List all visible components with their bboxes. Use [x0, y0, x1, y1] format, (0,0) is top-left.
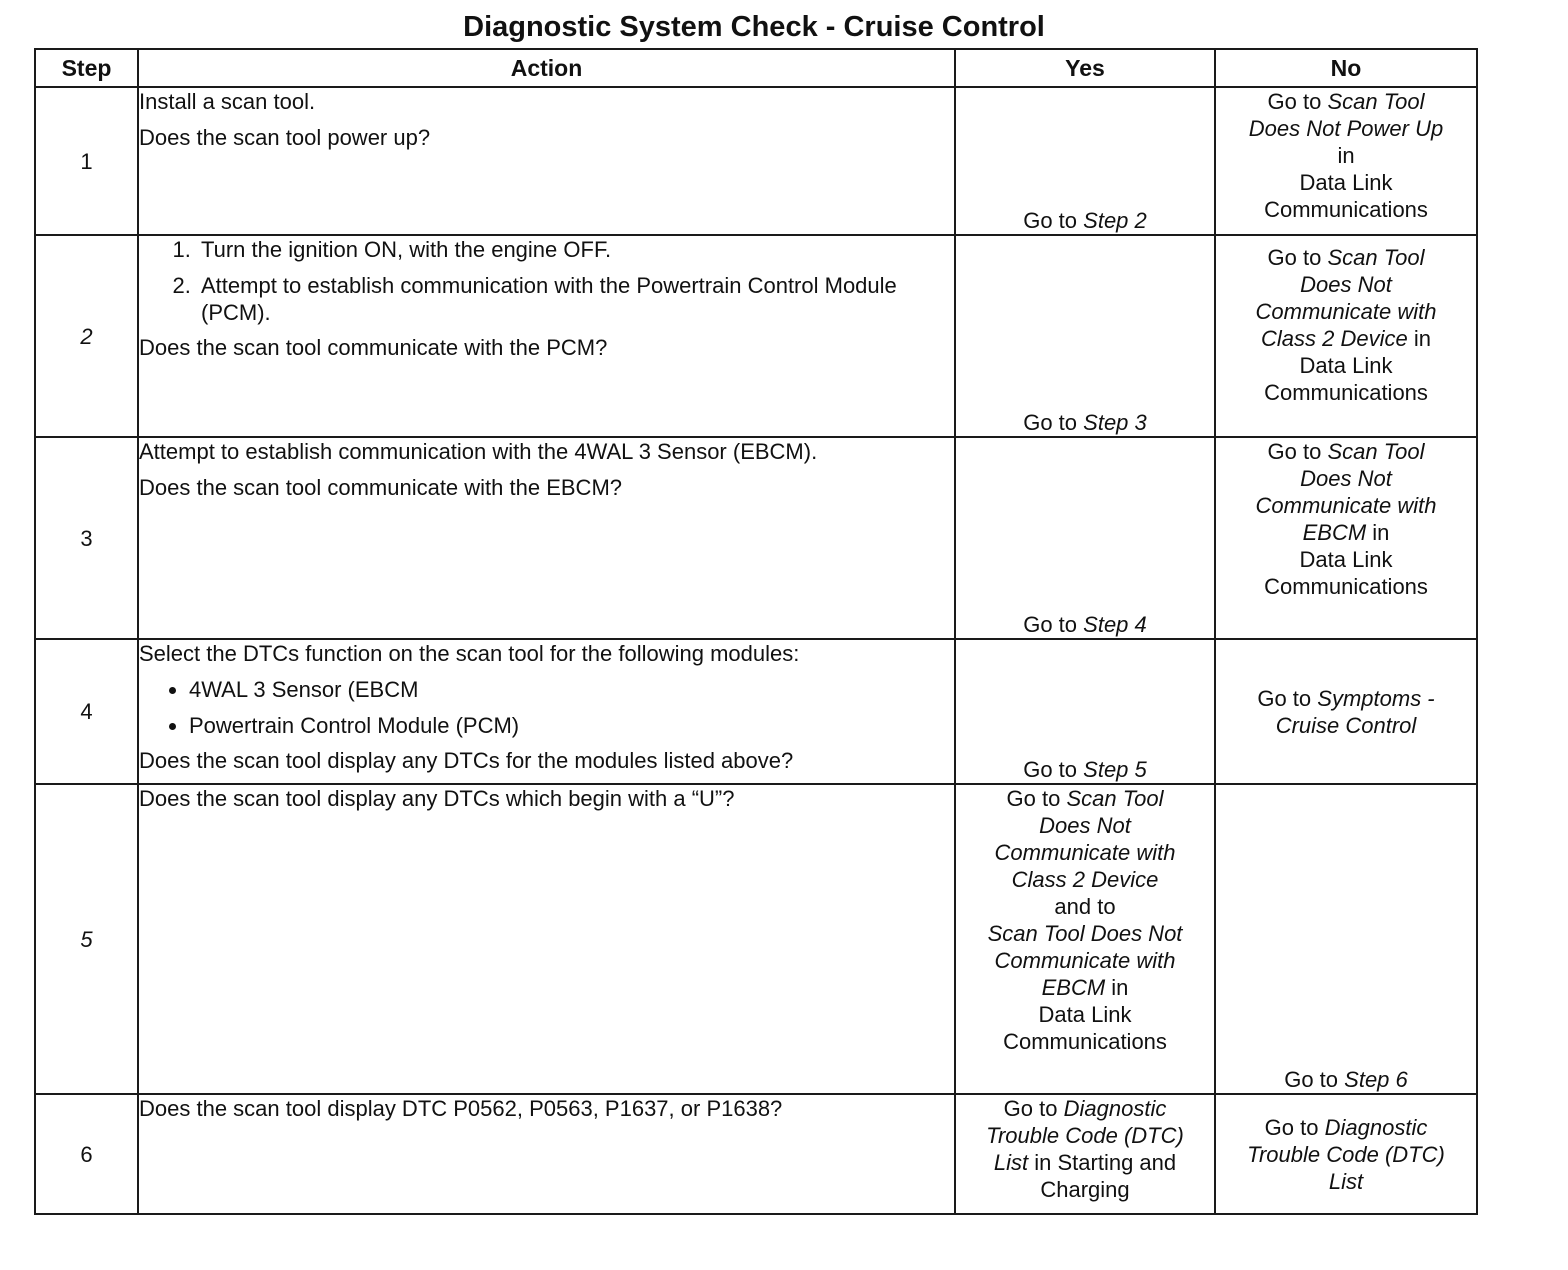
yes-cell	[955, 437, 1215, 639]
yes-link[interactable]: Diagnostic	[1063, 1096, 1167, 1121]
action-cell	[138, 639, 955, 784]
no-in: in	[1337, 143, 1355, 168]
yes-link[interactable]: Scan Tool	[1066, 786, 1164, 811]
step-number: 4	[35, 639, 138, 784]
no-cell	[1215, 639, 1477, 784]
list-item: • 4WAL 3 Sensor (EBCM	[189, 676, 954, 703]
no-link[interactable]: Does Not	[1300, 272, 1392, 297]
yes-prefix: Go to	[1023, 410, 1078, 435]
yes-link[interactable]: Class 2 Device	[1011, 867, 1159, 892]
table-row	[35, 437, 1477, 639]
action-cell	[138, 437, 955, 639]
action-question: Does the scan tool display any DTCs which begin with a “U”?	[139, 786, 735, 811]
action-question: Does the scan tool communicate with the EBCM?	[139, 475, 623, 500]
yes-in: in Starting and	[1034, 1150, 1177, 1175]
no-link[interactable]: Scan Tool	[1327, 89, 1425, 114]
table-row	[35, 235, 1477, 437]
yes-link[interactable]: Step 2	[1083, 208, 1147, 233]
no-book: Communications	[1264, 574, 1428, 599]
yes-prefix: Go to	[1023, 757, 1078, 782]
page-title: Diagnostic System Check - Cruise Control	[463, 11, 1045, 43]
no-link[interactable]: Does Not Power Up	[1248, 116, 1444, 141]
numbered-list	[139, 236, 954, 326]
action-question: Does the scan tool communicate with the PCM?	[139, 335, 608, 360]
yes-cell	[955, 235, 1215, 437]
yes-link[interactable]: Step 5	[1083, 757, 1147, 782]
no-book: Data Link	[1299, 547, 1393, 572]
yes-link[interactable]: Trouble Code (DTC)	[986, 1123, 1184, 1148]
table-row	[35, 639, 1477, 784]
no-link[interactable]: Trouble Code (DTC)	[1247, 1141, 1445, 1167]
step-number: 1	[35, 87, 138, 235]
no-cell	[1215, 1094, 1477, 1214]
yes-link[interactable]: EBCM	[1041, 975, 1106, 1000]
action-text: Select the DTCs function on the scan tool for the following modules:	[139, 641, 800, 666]
header-action: Action	[138, 49, 955, 87]
diagnostic-table	[34, 48, 1478, 1215]
yes-book: Data Link	[1038, 1002, 1132, 1027]
no-link[interactable]: Diagnostic	[1324, 1114, 1428, 1140]
header-yes: Yes	[955, 49, 1215, 87]
action-cell	[138, 784, 955, 1094]
no-link[interactable]: EBCM	[1302, 520, 1367, 545]
yes-link[interactable]: List	[993, 1150, 1029, 1175]
no-in: in	[1413, 326, 1431, 351]
yes-link[interactable]: Communicate with	[994, 840, 1176, 865]
no-in: in	[1372, 520, 1390, 545]
table-row	[35, 784, 1477, 1094]
action-cell	[138, 87, 955, 235]
no-link[interactable]: List	[1328, 1168, 1364, 1194]
no-cell	[1215, 437, 1477, 639]
no-prefix: Go to	[1284, 1067, 1339, 1092]
list-item: 1. Turn the ignition ON, with the engine OFF.	[197, 236, 954, 263]
yes-prefix: Go to	[1023, 208, 1078, 233]
no-link[interactable]: Communicate with	[1255, 299, 1437, 324]
action-text: Install a scan tool.	[139, 89, 316, 114]
yes-cell	[955, 784, 1215, 1094]
bullet-list	[139, 676, 954, 739]
no-link[interactable]: Scan Tool	[1327, 245, 1425, 270]
step-number: 3	[35, 437, 138, 639]
yes-in: in	[1111, 975, 1129, 1000]
action-cell	[138, 235, 955, 437]
no-cell	[1215, 235, 1477, 437]
no-link[interactable]: Scan Tool	[1327, 439, 1425, 464]
no-link[interactable]: Does Not	[1300, 466, 1392, 491]
list-item: 2. Attempt to establish communication with the Powertrain Control Module (PCM).	[197, 272, 954, 326]
no-book: Data Link	[1299, 170, 1393, 195]
action-question: Does the scan tool display any DTCs for the modules listed above?	[139, 748, 794, 773]
header-step: Step	[35, 49, 138, 87]
yes-prefix: Go to	[1006, 786, 1061, 811]
yes-prefix: Go to	[1003, 1096, 1058, 1121]
yes-book: Charging	[1040, 1177, 1130, 1202]
header-row	[35, 49, 1477, 87]
step-number: 6	[35, 1094, 138, 1214]
list-item: • Powertrain Control Module (PCM)	[189, 712, 954, 739]
table-row	[35, 87, 1477, 235]
no-prefix: Go to	[1257, 685, 1312, 711]
no-link[interactable]: Communicate with	[1255, 493, 1437, 518]
yes-link[interactable]: Step 3	[1083, 410, 1147, 435]
no-prefix: Go to	[1264, 1114, 1319, 1140]
yes-and: and to	[1054, 894, 1116, 919]
yes-cell	[955, 1094, 1215, 1214]
yes-link[interactable]: Does Not	[1039, 813, 1131, 838]
no-link[interactable]: Cruise Control	[1275, 712, 1417, 738]
no-link[interactable]: Step 6	[1344, 1067, 1408, 1092]
header-no: No	[1215, 49, 1477, 87]
yes-cell	[955, 87, 1215, 235]
no-link[interactable]: Class 2 Device	[1261, 326, 1408, 351]
yes-link[interactable]: Scan Tool Does Not	[987, 921, 1183, 946]
no-prefix: Go to	[1267, 89, 1322, 114]
no-book: Communications	[1264, 380, 1428, 405]
yes-prefix: Go to	[1023, 612, 1078, 637]
action-question: Does the scan tool power up?	[139, 125, 431, 150]
no-link[interactable]: Symptoms -	[1317, 685, 1435, 711]
no-prefix: Go to	[1267, 245, 1322, 270]
table-row	[35, 1094, 1477, 1214]
no-book: Communications	[1264, 197, 1428, 222]
no-cell	[1215, 784, 1477, 1094]
step-number: 2	[35, 235, 138, 437]
action-text: Attempt to establish communication with the 4WAL 3 Sensor (EBCM).	[139, 439, 818, 464]
yes-cell	[955, 639, 1215, 784]
step-number: 5	[35, 784, 138, 1094]
no-prefix: Go to	[1267, 439, 1322, 464]
action-question: Does the scan tool display DTC P0562, P0563, P1637, or P1638?	[139, 1096, 783, 1121]
yes-book: Communications	[1003, 1029, 1167, 1054]
action-cell	[138, 1094, 955, 1214]
no-book: Data Link	[1299, 353, 1393, 378]
yes-link[interactable]: Step 4	[1083, 612, 1147, 637]
yes-link[interactable]: Communicate with	[994, 948, 1176, 973]
no-cell	[1215, 87, 1477, 235]
